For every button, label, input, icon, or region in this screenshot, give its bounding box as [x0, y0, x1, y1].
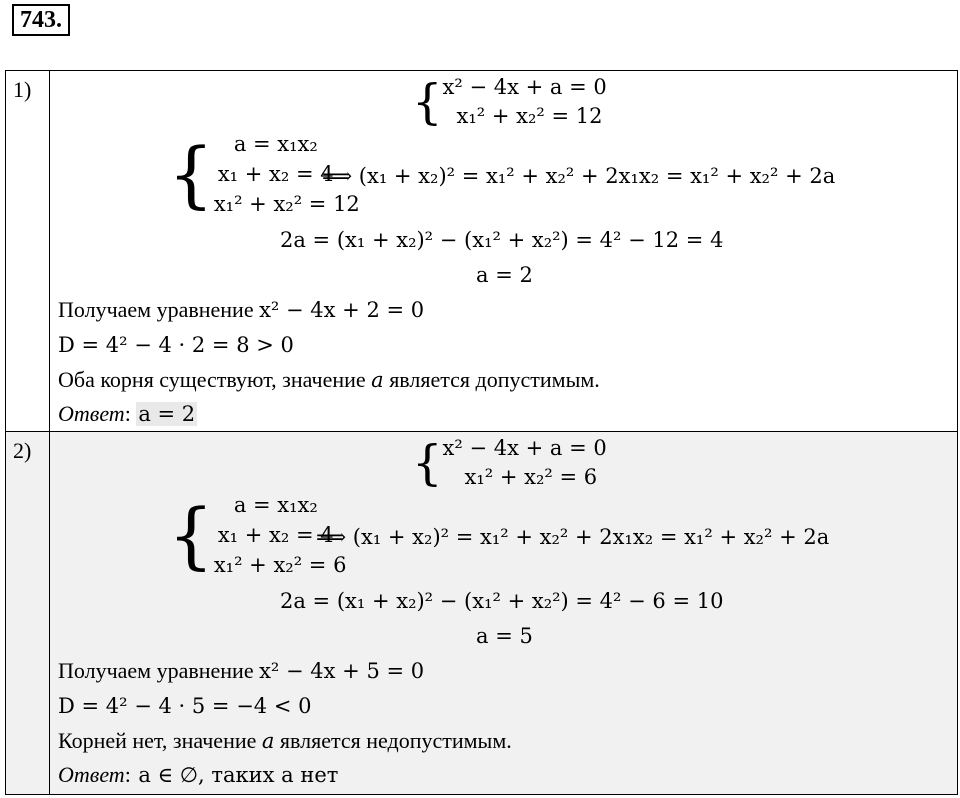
- conclusion-prefix: Оба корня существуют, значение: [58, 367, 372, 392]
- solution-row-1: [6, 71, 958, 432]
- vieta-equation: a = x₁x₂: [233, 492, 318, 517]
- answer-value: a = 2: [138, 402, 196, 426]
- answer-label: Ответ: [58, 761, 125, 787]
- equation-formula: x² − 4x + 5 = 0: [259, 658, 425, 683]
- given-system: [412, 73, 607, 131]
- answer-value: a ∈ ∅, таких a нет: [138, 762, 339, 787]
- system-brace: {: [168, 132, 214, 216]
- answer-colon: :: [124, 401, 137, 426]
- implication-formula: ⟹ (x₁ + x₂)² = x₁² + x₂² + 2x₁x₂ = x₁² + x₂² + 2a: [322, 164, 836, 188]
- system-equation: x² − 4x + a = 0: [442, 435, 607, 460]
- vieta-equation: x₁² + x₂² = 6: [213, 552, 347, 577]
- solution-cell-1: [50, 71, 958, 432]
- answer-line: [58, 400, 197, 428]
- part-label: 2): [6, 431, 50, 794]
- conclusion-suffix: является допустимым.: [383, 367, 600, 392]
- system-equation: x₁² + x₂² = 6: [464, 464, 598, 489]
- calculation-line: 2a = (x₁ + x₂)² − (x₁² + x₂²) = 4² − 12 = 4: [280, 228, 724, 252]
- equation-prefix: Получаем уравнение: [58, 657, 260, 683]
- system-equation: x₁² + x₂² = 12: [456, 104, 603, 128]
- answer-colon: :: [124, 761, 137, 787]
- vieta-equation: x₁² + x₂² = 12: [213, 192, 360, 216]
- conclusion-line: [58, 727, 512, 755]
- system-equation: x² − 4x + a = 0: [442, 75, 607, 99]
- problem-number: 743.: [12, 4, 70, 36]
- calculation-line: 2a = (x₁ + x₂)² − (x₁² + x₂²) = 4² − 6 = 10: [280, 588, 724, 613]
- equation-line: [58, 657, 424, 685]
- answer-label: Ответ: [58, 401, 125, 426]
- vieta-equation: x₁ + x₂ = 4: [217, 162, 334, 186]
- conclusion-variable: a: [371, 368, 384, 392]
- discriminant-line: D = 4² − 4 · 2 = 8 > 0: [58, 333, 294, 357]
- conclusion-suffix: является недопустимым.: [274, 727, 512, 753]
- system-brace: {: [412, 434, 443, 491]
- implication-formula: ⟹ (x₁ + x₂)² = x₁² + x₂² + 2x₁x₂ = x₁² + x₂² + 2a: [316, 524, 830, 549]
- result-line: a = 2: [476, 263, 533, 287]
- part-label: 1): [6, 71, 50, 432]
- given-system: [412, 434, 607, 492]
- conclusion-line: [58, 366, 600, 394]
- solution-row-2: [6, 431, 958, 794]
- solution-table: [5, 70, 958, 795]
- equation-line: [58, 296, 424, 324]
- conclusion-prefix: Корней нет, значение: [58, 727, 262, 753]
- equation-prefix: Получаем уравнение: [58, 297, 260, 322]
- equation-formula: x² − 4x + 2 = 0: [259, 298, 425, 322]
- system-brace: {: [168, 492, 214, 577]
- result-line: a = 5: [476, 623, 533, 648]
- conclusion-variable: a: [261, 728, 275, 753]
- discriminant-line: D = 4² − 4 · 5 = −4 < 0: [58, 693, 312, 718]
- solution-cell-2: [50, 431, 958, 794]
- system-brace: {: [412, 74, 443, 130]
- answer-line: [58, 761, 340, 789]
- vieta-equation: x₁ + x₂ = 4: [217, 522, 334, 547]
- vieta-equation: a = x₁x₂: [233, 132, 318, 156]
